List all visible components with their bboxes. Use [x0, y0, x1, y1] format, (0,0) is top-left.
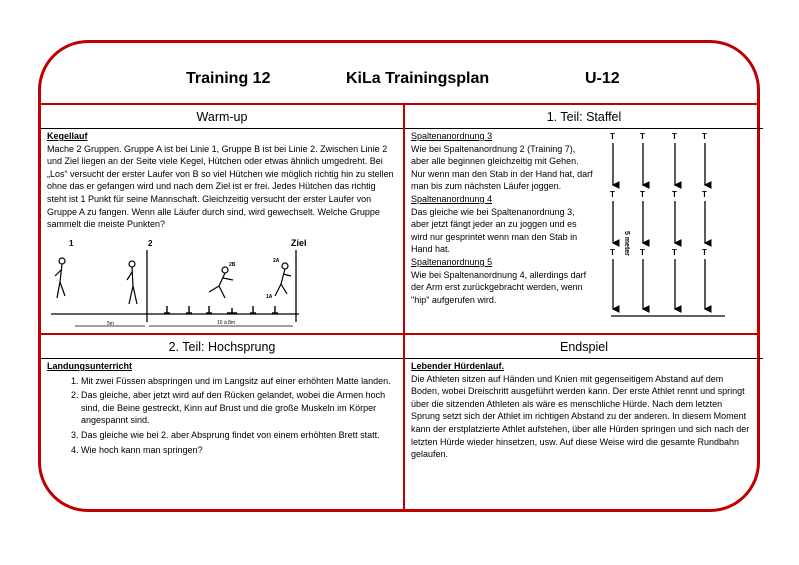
endspiel-subtitle: Lebender Hürdenlauf. [411, 361, 505, 371]
age-group-title: U-12 [585, 70, 620, 87]
endspiel-content [411, 360, 751, 461]
label-1a: 1A [266, 294, 273, 300]
warmup-header: Warm-up [41, 105, 403, 129]
chaser-2b-icon [209, 267, 233, 298]
hochsprung-item-3: 3. Das gleiche wie bei 2. aber Absprung findet von einem erhöhten Brett statt. [81, 429, 397, 442]
runner-marker-c1-r1: T [610, 132, 615, 141]
staffel-subtitle-3: Spaltenanordnung 3 [411, 131, 493, 141]
staffel-text-3: Wie bei Spaltenanordnung 2 (Training 7), aber alle beginnen gleichzeitig mit Gehen. Nur wenn man den Stab in der Hand hat, darf man bis zum nächsten Läufer joggen. [411, 143, 593, 192]
hochsprung-subtitle: Landungsunterricht [47, 361, 132, 371]
staffel-text-4: Das gleiche wie bei Spaltenanordnung 3, aber jetzt fängt jeder an zu joggen und es wird nur gesprintet wenn man den Stab in Hand hat. [411, 206, 578, 255]
runner-marker-c3-r1: T [672, 132, 677, 141]
runner-marker-c2-r3: T [640, 248, 645, 257]
hochsprung-item-1: 1. Mit zwei Füssen abspringen und im Langsitz auf einer erhöhten Matte landen. [81, 375, 397, 388]
endspiel-header: Endspiel [405, 335, 763, 359]
distance-label: 5 meter [623, 231, 630, 256]
line1-label: 1 [69, 239, 74, 248]
hochsprung-item-2: 2. Das gleiche, aber jetzt wird auf den Rücken gelandet, wobei die Armen hoch sind, die Beine gestreckt, Kinn auf Brust und die große Muskeln im Körper angespannt sind. [81, 389, 397, 427]
goal-label: Ziel [291, 238, 307, 248]
label-2b: 2B [229, 262, 236, 268]
plan-title: KiLa Trainingsplan [346, 70, 490, 87]
runner-marker-c4-r1: T [702, 132, 707, 141]
staffel-diagram [601, 131, 751, 321]
runner-marker-c4-r3: T [702, 248, 707, 257]
hochsprung-header: 2. Teil: Hochsprung [41, 335, 403, 359]
staffel-content [411, 130, 595, 306]
divider-vertical [403, 103, 405, 509]
training-number-title: Training 12 [186, 70, 271, 87]
runner-b-icon [127, 261, 137, 304]
runner-marker-c1-r2: T [610, 190, 615, 199]
staffel-block-3 [411, 130, 595, 193]
runner-a-icon [55, 258, 65, 298]
runner-marker-c4-r2: T [702, 190, 707, 199]
staffel-header: 1. Teil: Staffel [405, 105, 763, 129]
runner-marker-c1-r3: T [610, 248, 615, 257]
cones-icon [164, 306, 278, 313]
distance-label-1: 5m [107, 321, 114, 327]
line2-label: 2 [148, 239, 153, 248]
training-card [38, 40, 760, 512]
title-row [41, 43, 757, 103]
warmup-subtitle: Kegellauf [47, 131, 88, 141]
distance-label-2: 10 à 8m [217, 320, 236, 326]
staffel-subtitle-5: Spaltenanordnung 5 [411, 256, 493, 267]
label-2a: 2A [273, 258, 280, 264]
endspiel-text: Die Athleten sitzen auf Händen und Knien mit gegenseitigem Abstand auf dem Boden, wobei Dreischritt ausgeführt werden kann. Der erste Athlet rennt und springt über die sitzenden Athleten als wäre es menschliche Hürde. Nach dem letzten Sprung setzt sich der Athlet im richtigen Abstand zu der anderen. In diesem Moment kann der erstplatzierte Athlet aufstehen, über alle Hürden springen und sich nach der letzten Hürde wieder hinsetzen, usw. Auf diese Weise wird die gesamte Rundbahn gelaufen. [411, 373, 750, 460]
warmup-text: Mache 2 Gruppen. Gruppe A ist bei Linie 1, Gruppe B ist bei Linie 2. Zwischen Linie 2 und Ziel liegen an der Seite viele Kegel, Hütchen oder etwas ähnlich umgedreht. Bei „Los“ versucht der erster Laufer von B so viel Hütchen wie möglich richtig hin zu stellen ohne das er gefangen wird und nach dem Ziel ist er frei. Jedes Hütchen das richtig steht ist 1 Punkt für seine Mannschaft. Gleichzeitig versucht der erster Laufer von Gruppe A zu fangen. Wenn alle Läufer durch sind, wird gewechselt. Welche Gruppe sammelt die meiste Punkten? [47, 143, 394, 230]
hochsprung-item-4: 4. Wie hoch kann man springen? [81, 444, 397, 457]
staffel-block-5 [411, 256, 595, 306]
hochsprung-content [47, 360, 397, 458]
runner-marker-c3-r3: T [672, 248, 677, 257]
warmup-diagram [47, 236, 307, 331]
runner-marker-c3-r2: T [672, 190, 677, 199]
staffel-text-5: Wie bei Spaltenanordnung 4, allerdings darf der Arm erst zurückgebracht werden, wenn "hip" aufgerufen wird. [411, 269, 587, 305]
runner-marker-c2-r2: T [640, 190, 645, 199]
warmup-content [47, 130, 397, 231]
hochsprung-list [47, 375, 397, 457]
staffel-subtitle-4: Spaltenanordnung 4 [411, 193, 493, 204]
staffel-block-4 [411, 193, 595, 256]
runner-2a-icon [275, 263, 291, 296]
runner-marker-c2-r1: T [640, 132, 645, 141]
